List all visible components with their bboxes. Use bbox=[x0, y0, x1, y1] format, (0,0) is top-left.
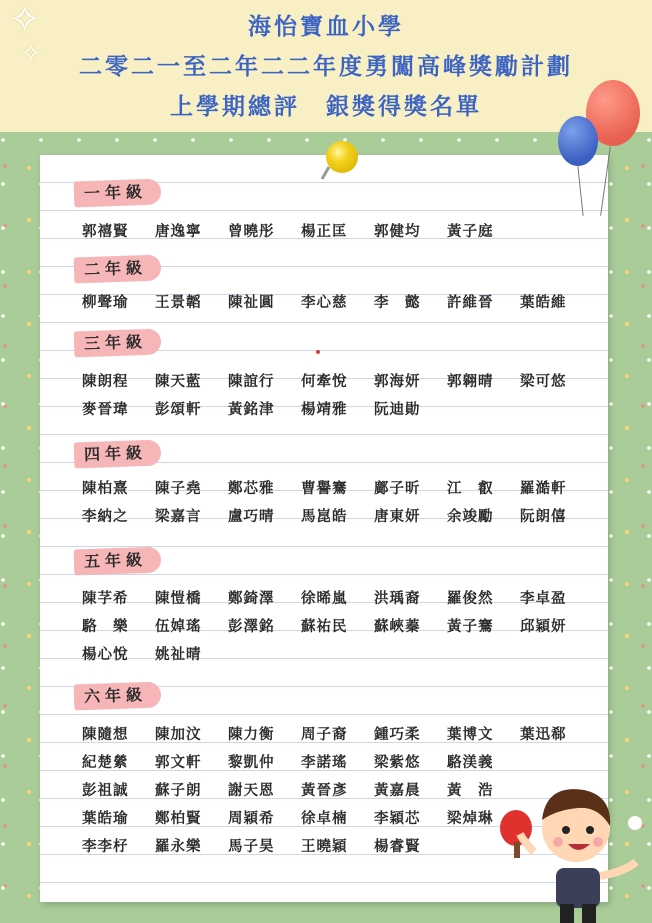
grade-tag: 五年級 bbox=[74, 546, 162, 575]
student-name: 鄭柏賢 bbox=[155, 811, 202, 827]
student-name: 陳祉圓 bbox=[228, 295, 275, 311]
student-name: 何牽悅 bbox=[301, 374, 348, 390]
student-name: 楊睿賢 bbox=[374, 839, 421, 855]
student-name: 李諾瑤 bbox=[301, 755, 348, 771]
student-name: 周子裔 bbox=[301, 727, 348, 743]
student-name: 曾曉彤 bbox=[228, 224, 275, 240]
student-name: 周穎希 bbox=[228, 811, 275, 827]
grade-tag: 二年級 bbox=[74, 254, 162, 283]
red-dot bbox=[316, 350, 320, 354]
student-name: 鍾巧柔 bbox=[374, 727, 421, 743]
table-tennis-kid-illustration bbox=[494, 776, 644, 923]
student-name: 郭文軒 bbox=[155, 755, 202, 771]
student-name: 紀楚縈 bbox=[82, 755, 129, 771]
student-name: 蘇峽蓁 bbox=[374, 619, 421, 635]
student-name: 徐晞嵐 bbox=[301, 591, 348, 607]
student-name: 駱 樂 bbox=[82, 619, 129, 635]
grade-tag: 三年級 bbox=[74, 328, 162, 357]
student-name: 曹譽騫 bbox=[301, 481, 348, 497]
student-name: 羅澔軒 bbox=[520, 481, 567, 497]
student-name: 黃 浩 bbox=[447, 783, 494, 799]
student-name: 楊正匡 bbox=[301, 224, 348, 240]
student-name: 郭健均 bbox=[374, 224, 421, 240]
list-subtitle: 上學期總評 銀獎得獎名單 bbox=[170, 94, 482, 120]
student-name: 洪瑀裔 bbox=[374, 591, 421, 607]
student-name: 陳誼行 bbox=[228, 374, 275, 390]
student-name: 羅俊然 bbox=[447, 591, 494, 607]
student-name: 王曉穎 bbox=[301, 839, 348, 855]
student-name: 陳加汶 bbox=[155, 727, 202, 743]
student-name: 柳聲瑜 bbox=[82, 295, 129, 311]
student-name: 李 懿 bbox=[374, 295, 421, 311]
student-name: 馬子昊 bbox=[228, 839, 275, 855]
student-name: 陳子堯 bbox=[155, 481, 202, 497]
student-name: 梁紫悠 bbox=[374, 755, 421, 771]
student-name: 阮迪勛 bbox=[374, 402, 421, 418]
student-name: 李納之 bbox=[82, 509, 129, 525]
student-name: 梁嘉言 bbox=[155, 509, 202, 525]
student-name: 郭翱晴 bbox=[447, 374, 494, 390]
student-name: 梁焯琳 bbox=[447, 811, 494, 827]
student-name: 謝天恩 bbox=[228, 783, 275, 799]
student-name: 楊心悅 bbox=[82, 647, 129, 663]
student-name: 葉皓維 bbox=[520, 295, 567, 311]
student-name: 余竣勵 bbox=[447, 509, 494, 525]
student-name: 黎凱仲 bbox=[228, 755, 275, 771]
student-name: 郭海妍 bbox=[374, 374, 421, 390]
student-name: 梁可悠 bbox=[520, 374, 567, 390]
student-name: 阮朗僖 bbox=[520, 509, 567, 525]
grade-tag: 六年級 bbox=[74, 681, 162, 710]
student-name: 彭祖誠 bbox=[82, 783, 129, 799]
push-pin-icon bbox=[326, 141, 358, 173]
student-name: 彭澤銘 bbox=[228, 619, 275, 635]
student-name: 陳天藍 bbox=[155, 374, 202, 390]
ping-pong-ball-icon bbox=[628, 816, 642, 830]
student-name: 葉博文 bbox=[447, 727, 494, 743]
student-name: 唐東妍 bbox=[374, 509, 421, 525]
student-name: 葉迅郗 bbox=[520, 727, 567, 743]
student-name: 黃子庭 bbox=[447, 224, 494, 240]
student-name: 鄺子昕 bbox=[374, 481, 421, 497]
student-name: 陳芓希 bbox=[82, 591, 129, 607]
student-name: 黃嘉晨 bbox=[374, 783, 421, 799]
student-name: 羅永樂 bbox=[155, 839, 202, 855]
student-name: 姚祉晴 bbox=[155, 647, 202, 663]
student-name: 陳朗程 bbox=[82, 374, 129, 390]
grade-tag: 四年級 bbox=[74, 439, 162, 468]
student-name: 陳力衡 bbox=[228, 727, 275, 743]
student-name: 郭禧賢 bbox=[82, 224, 129, 240]
blue-balloon-icon bbox=[558, 116, 598, 166]
student-name: 徐卓楠 bbox=[301, 811, 348, 827]
student-name: 李穎芯 bbox=[374, 811, 421, 827]
student-name: 伍婥瑤 bbox=[155, 619, 202, 635]
sparkle-star-icon: ✧ bbox=[20, 39, 42, 69]
grade-tag: 一年級 bbox=[74, 178, 162, 207]
sparkle-star-icon: ✧ bbox=[8, 0, 42, 43]
student-name: 蘇子朗 bbox=[155, 783, 202, 799]
student-name: 馬崑皓 bbox=[301, 509, 348, 525]
student-name: 麥晉瑋 bbox=[82, 402, 129, 418]
student-name: 彭頌軒 bbox=[155, 402, 202, 418]
student-name: 黃銘津 bbox=[228, 402, 275, 418]
student-name: 葉皓瑜 bbox=[82, 811, 129, 827]
student-name: 黃子騫 bbox=[447, 619, 494, 635]
student-name: 盧巧晴 bbox=[228, 509, 275, 525]
student-name: 唐逸寧 bbox=[155, 224, 202, 240]
student-name: 許維晉 bbox=[447, 295, 494, 311]
student-name: 鄭錡澤 bbox=[228, 591, 275, 607]
student-name: 蘇祐民 bbox=[301, 619, 348, 635]
student-name: 楊靖雅 bbox=[301, 402, 348, 418]
student-name: 黃晉彥 bbox=[301, 783, 348, 799]
student-name: 李心慈 bbox=[301, 295, 348, 311]
program-title: 二零二一至二年二二年度勇闖高峰獎勵計劃 bbox=[79, 54, 573, 80]
school-name: 海怡寶血小學 bbox=[248, 14, 404, 40]
student-name: 陳隨想 bbox=[82, 727, 129, 743]
student-name: 鄭芯雅 bbox=[228, 481, 275, 497]
student-name: 陳柏熹 bbox=[82, 481, 129, 497]
student-name: 江 叡 bbox=[447, 481, 494, 497]
student-name: 李李杍 bbox=[82, 839, 129, 855]
student-name: 李卓盈 bbox=[520, 591, 567, 607]
student-name: 陳愷橋 bbox=[155, 591, 202, 607]
student-name: 駱渼義 bbox=[447, 755, 494, 771]
student-name: 王景韜 bbox=[155, 295, 202, 311]
student-name: 邱穎妍 bbox=[520, 619, 567, 635]
